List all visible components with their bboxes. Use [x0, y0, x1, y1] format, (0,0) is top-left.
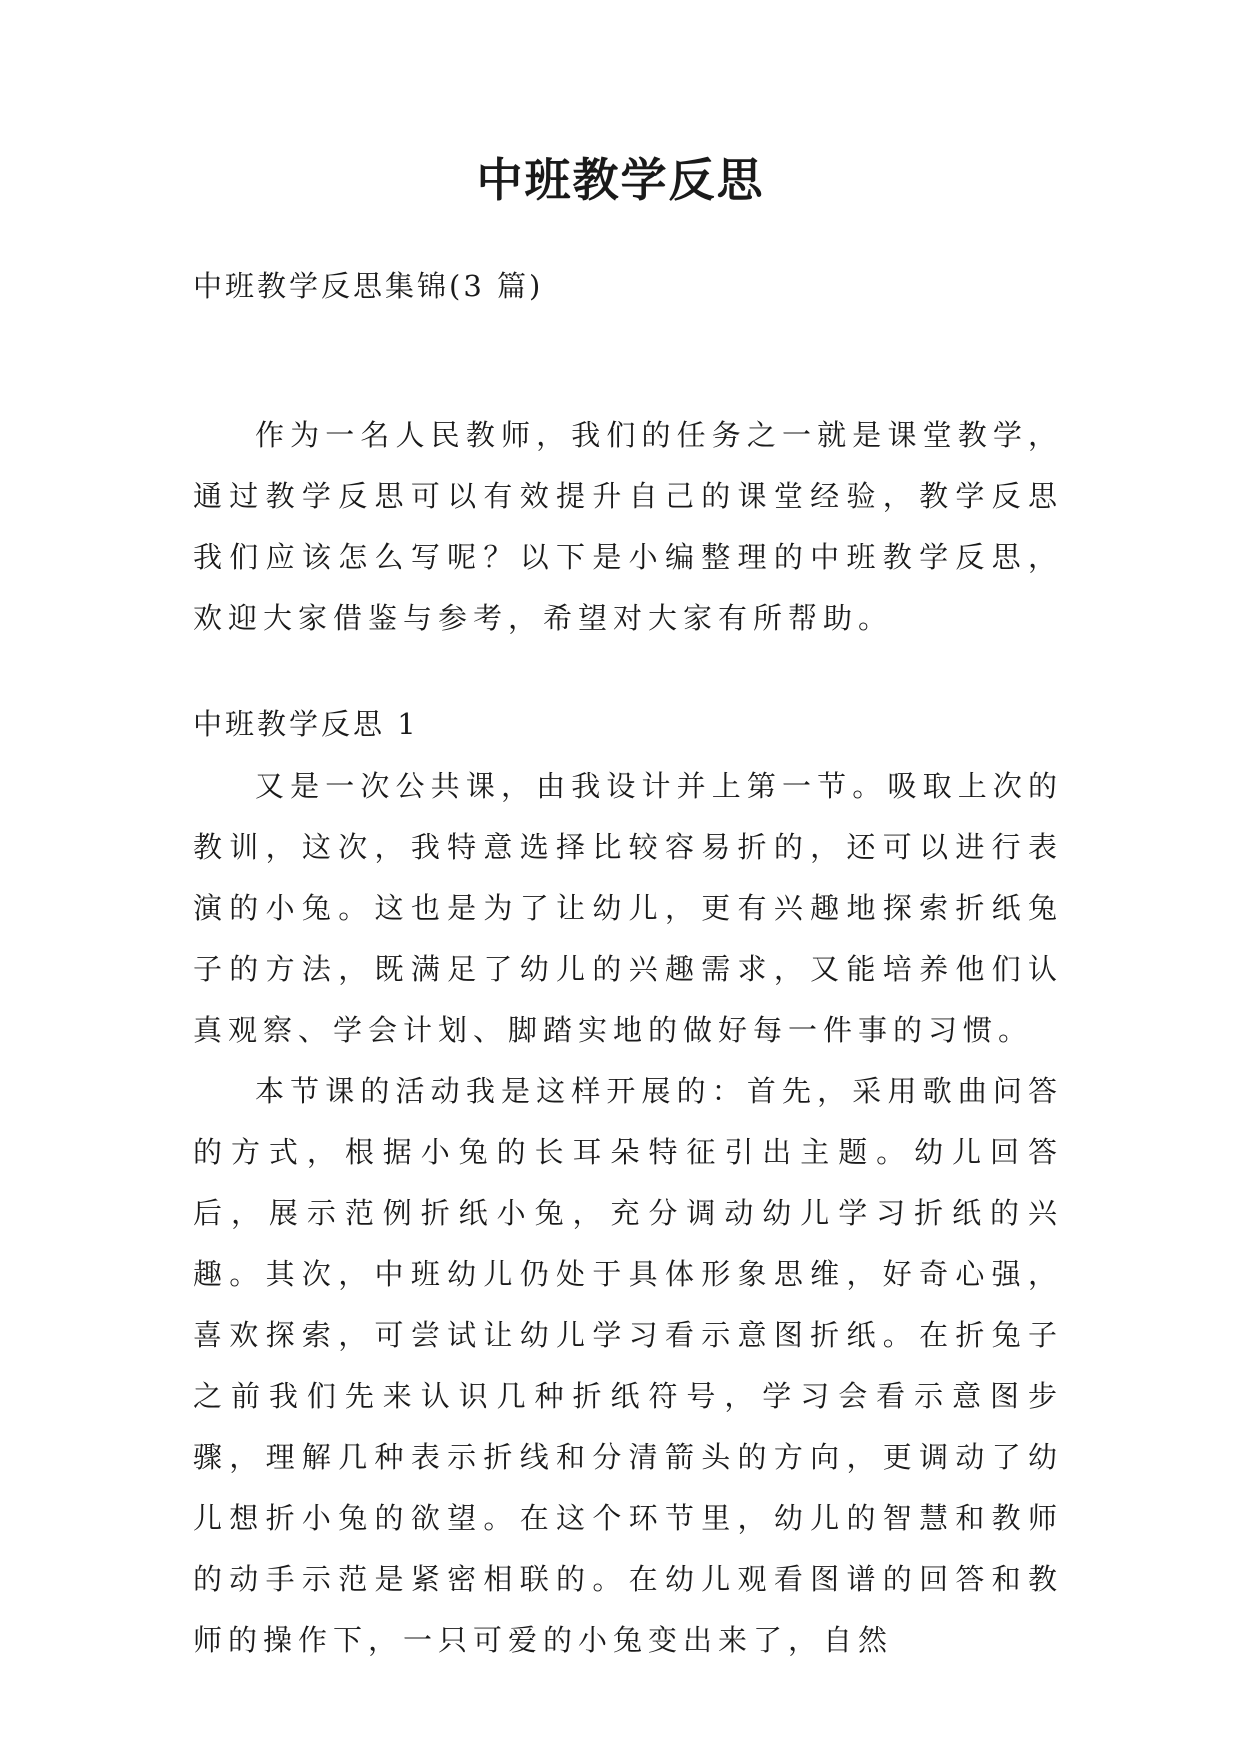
body-paragraph-1: 又是一次公共课，由我设计并上第一节。吸取上次的教训，这次，我特意选择比较容易折的，还可以进行表演的小兔。这也是为了让幼儿，更有兴趣地探索折纸兔子的方法，既满足了幼儿的兴趣需求，又能培养他们认真观察、学会计划、脚踏实地的做好每一件事的习惯。 [193, 769, 1063, 1047]
document-subtitle: 中班教学反思集锦(3 篇) [193, 269, 544, 303]
section-heading: 中班教学反思 1 [193, 707, 419, 741]
intro-paragraph: 作为一名人民教师，我们的任务之一就是课堂教学，通过教学反思可以有效提升自己的课堂经验，教学反思我们应该怎么写呢？以下是小编整理的中班教学反思，欢迎大家借鉴与参考，希望对大家有所帮助。 [193, 418, 1063, 635]
section-body [193, 756, 1063, 1671]
document-title: 中班教学反思 [476, 153, 765, 207]
body-paragraph-2: 本节课的活动我是这样开展的：首先，采用歌曲问答的方式，根据小兔的长耳朵特征引出主题。幼儿回答后，展示范例折纸小兔，充分调动幼儿学习折纸的兴趣。其次，中班幼儿仍处于具体形象思维，好奇心强，喜欢探索，可尝试让幼儿学习看示意图折纸。在折兔子之前我们先来认识几种折纸符号，学习会看示意图步骤，理解几种表示折线和分清箭头的方向，更调动了幼儿想折小兔的欲望。在这个环节里，幼儿的智慧和教师的动手示范是紧密相联的。在幼儿观看图谱的回答和教师的操作下，一只可爱的小兔变出来了，自然 [193, 1074, 1063, 1657]
